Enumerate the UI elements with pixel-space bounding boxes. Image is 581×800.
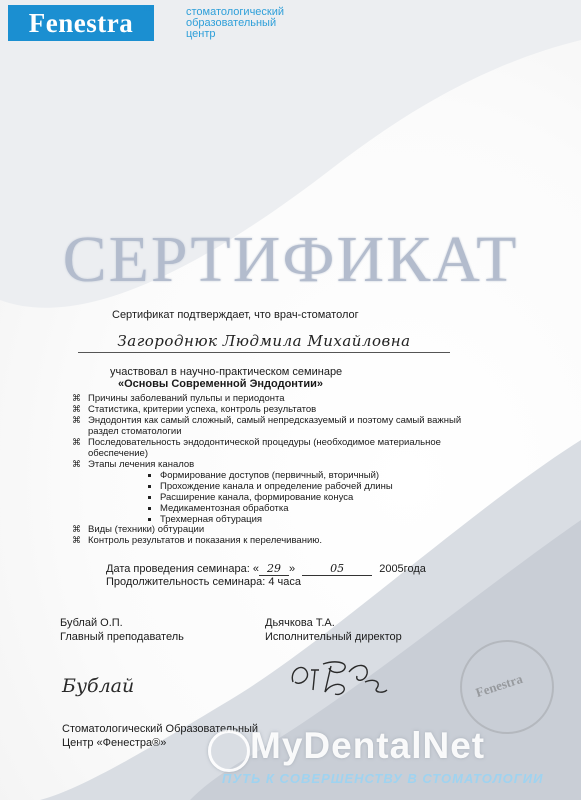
- list-item: ⌘ Эндодонтия как самый сложный, самый непредсказуемый и поэтому самый важный раздел стоматологии: [72, 415, 462, 437]
- organization-name: [186, 7, 376, 40]
- org-line-3: центр: [186, 28, 216, 40]
- bullet-icon: ⌘: [72, 393, 81, 403]
- list-item: Расширение канала, формирование конуса: [148, 492, 393, 503]
- list-item: Трехмерная обтурация: [148, 514, 393, 525]
- date-year: 2005года: [379, 563, 426, 575]
- director-role: Исполнительный директор: [265, 631, 402, 643]
- bullet-icon: ⌘: [72, 459, 81, 469]
- list-item: Прохождение канала и определение рабочей длины: [148, 481, 393, 492]
- list-item: Формирование доступов (первичный, вторичный): [148, 470, 393, 481]
- footer-org-line-1: Стоматологический Образовательный: [62, 723, 259, 735]
- bullet-icon: ⌘: [72, 437, 81, 447]
- date-day: 29: [259, 562, 289, 576]
- org-line-2: образовательный: [186, 17, 277, 29]
- list-item: ⌘ Виды (техники) обтурации: [72, 524, 205, 535]
- bullet-icon: ⌘: [72, 404, 81, 414]
- list-item: Медикаментозная обработка: [148, 503, 393, 514]
- lead-text: Сертификат подтверждает, что врач-стоматолог: [112, 309, 359, 321]
- fenestra-logo: Fenestra: [8, 5, 154, 41]
- topic-list-continued: [72, 524, 322, 546]
- date-month: 05: [302, 562, 372, 576]
- teacher-signature: Бублай: [62, 675, 135, 697]
- stamp-text: Fenestra: [473, 670, 525, 701]
- footer-org-line-2: Центр «Фенестра®»: [62, 737, 167, 749]
- bullet-icon: [148, 496, 151, 499]
- org-line-1: стоматологический: [186, 6, 285, 18]
- seminar-title: «Основы Современной Эндодонтии»: [118, 378, 323, 390]
- teacher-name: Бублай О.П.: [60, 617, 123, 629]
- bullet-icon: [148, 518, 151, 521]
- recipient-name: Загороднюк Людмила Михайловна: [78, 332, 450, 353]
- list-item: ⌘ Причины заболеваний пульпы и периодонта: [72, 393, 285, 404]
- list-item: ⌘ Этапы лечения каналов: [72, 459, 195, 470]
- list-item: ⌘ Статистика, критерии успеха, контроль результатов: [72, 404, 317, 415]
- bullet-icon: [148, 474, 151, 477]
- list-item: ⌘ Последовательность эндодонтической процедуры (необходимое материальное обеспечение): [72, 437, 441, 459]
- trademark-mark: TM: [143, 4, 155, 13]
- certificate-title: СЕРТИФИКАТ: [62, 223, 519, 296]
- watermark-tagline: ПУТЬ К СОВЕРШЕНСТВУ В СТОМАТОЛОГИИ: [222, 771, 544, 786]
- seminar-duration: Продолжительность семинара: 4 часа: [106, 576, 301, 588]
- director-signature: [285, 652, 395, 702]
- bullet-icon: ⌘: [72, 524, 81, 534]
- stage-list: [148, 470, 393, 525]
- watermark-text: MyDentalNet: [250, 725, 486, 766]
- bullet-icon: [148, 485, 151, 488]
- teacher-role: Главный преподаватель: [60, 631, 184, 643]
- bullet-icon: ⌘: [72, 415, 81, 425]
- bullet-icon: [148, 507, 151, 510]
- director-name: Дьячкова Т.А.: [265, 617, 335, 629]
- list-item: ⌘ Контроль результатов и показания к перелечиванию.: [72, 535, 323, 546]
- watermark-logo-icon: [208, 730, 250, 772]
- topic-list: [72, 393, 472, 470]
- bullet-icon: ⌘: [72, 535, 81, 545]
- participation-text: участвовал в научно-практическом семинаре: [110, 366, 343, 378]
- seminar-date: Дата проведения семинара: « 29 » 05 2005года: [106, 562, 426, 575]
